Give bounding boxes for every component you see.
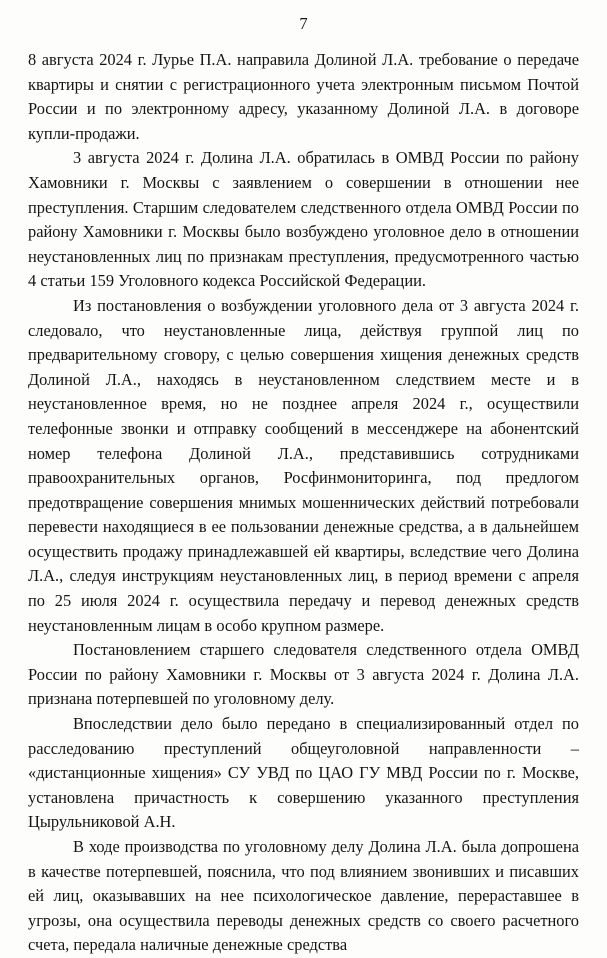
paragraph: В ходе производства по уголовному делу Долина Л.А. была допрошена в качестве потерпевшей, пояснила, что под влиянием звонивших и писавших ей лиц, оказывавших на нее психологическое давление, перераставшее в угрозы, она осуществила переводы денежных средств со своего расчетного счета, передала наличные денежные средства (28, 837, 579, 955)
document-body (28, 48, 579, 958)
paragraph: 8 августа 2024 г. Лурье П.А. направила Долиной Л.А. требование о передаче квартиры и снятии с регистрационного учета электронным письмом Почтой России и по электронному адресу, указанному Долиной Л.А. в договоре купли-продажи. (28, 50, 579, 143)
paragraph: Постановлением старшего следователя следственного отдела ОМВД России по району Хамовники г. Москвы от 3 августа 2024 г. Долина Л.А. признана потерпевшей по уголовному делу. (28, 640, 579, 709)
paragraph: Из постановления о возбуждении уголовного дела от 3 августа 2024 г. следовало, что неустановленные лица, действуя группой лиц по предварительному сговору, с целью совершения хищения денежных средств Долиной Л.А., находясь в неустановленном следствием месте и в неустановленное время, но не позднее апреля 2024 г., осуществили телефонные звонки и отправку сообщений в мессенджере на абонентский номер телефона Долиной Л.А., представившись сотрудниками правоохранительных органов, Росфинмониторинга, под предлогом предотвращение совершения мнимых мошеннических действий потребовали перевести находящиеся в ее пользовании денежные средства, а в дальнейшем осуществить продажу принадлежавшей ей квартиры, вследствие чего Долина Л.А., следуя инструкциям неустановленных лиц, в период времени с апреля по 25 июля 2024 г. осуществила передачу и перевод денежных средств неустановленным лицам в особо крупном размере. (28, 295, 579, 635)
page-number: 7 (299, 14, 308, 33)
paragraph: Впоследствии дело было передано в специализированный отдел по расследованию преступлений общеуголовной направленности – «дистанционные хищения» СУ УВД по ЦАО ГУ МВД России по г. Москве, установлена причастность к совершению указанного преступления Цырульниковой А.Н. (28, 714, 579, 832)
paragraph: 3 августа 2024 г. Долина Л.А. обратилась в ОМВД России по району Хамовники г. Москвы с заявлением о совершении в отношении нее преступления. Старшим следователем следственного отдела ОМВД России по району Хамовники г. Москвы было возбуждено уголовное дело в отношении неустановленных лиц по признакам преступления, предусмотренного частью 4 статьи 159 Уголовного кодекса Российской Федерации. (28, 148, 579, 291)
